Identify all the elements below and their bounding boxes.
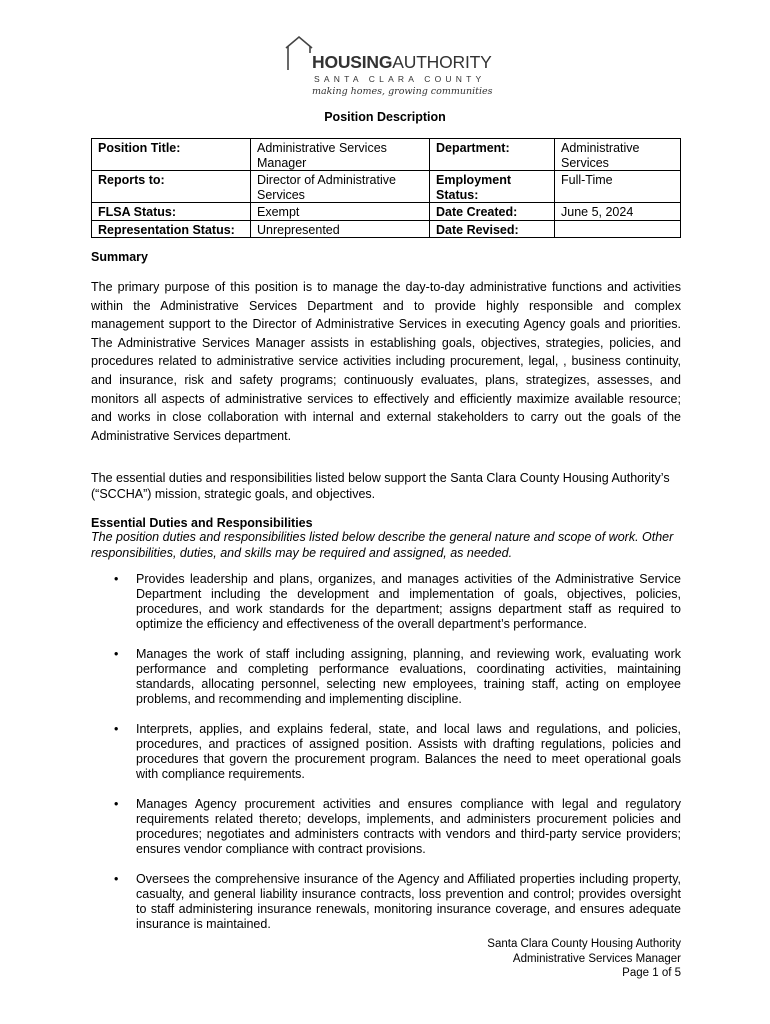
duty-text: Interprets, applies, and explains federal, state, and local laws and regulations, and policies, procedures, and practices of assigned position. Assists with drafting regulations, policies and procedures that govern the procurement program. Balances the need to meet operational goals with compliance requirements. <box>136 722 681 781</box>
bullet-icon: • <box>114 872 119 886</box>
reports-to-label: Reports to: <box>92 171 251 203</box>
position-info-table <box>91 138 681 238</box>
duty-text: Oversees the comprehensive insurance of the Agency and Affiliated properties including property, casualty, and general liability insurance contracts, loss prevention and control; provides oversight to staff administering insurance renewals, monitoring insurance coverage, and ensures adequate insurance is maintained. <box>136 872 681 931</box>
position-title-label: Position Title: <box>92 139 251 171</box>
date-revised-value <box>555 220 681 238</box>
bullet-icon: • <box>114 722 119 736</box>
summary-paragraph-2: The essential duties and responsibilities listed below support the Santa Clara County Housing Authority’s (“SCCHA”) mission, strategic goals, and objectives. <box>91 471 670 501</box>
employment-status-label: Employment Status: <box>430 171 555 203</box>
reports-to-value: Director of Administrative Services <box>251 171 430 203</box>
date-created-label: Date Created: <box>430 203 555 221</box>
logo-county: SANTA CLARA COUNTY <box>314 74 486 84</box>
date-created-value: June 5, 2024 <box>555 203 681 221</box>
duty-list-item <box>91 647 681 707</box>
bullet-icon: • <box>114 797 119 811</box>
page-footer <box>487 937 681 981</box>
representation-status-label: Representation Status: <box>92 220 251 238</box>
table-row <box>92 220 681 238</box>
duty-list-item <box>91 722 681 782</box>
department-value: Administrative Services <box>555 139 681 171</box>
table-row <box>92 171 681 203</box>
document-title: Position Description <box>324 110 446 124</box>
date-revised-label: Date Revised: <box>430 220 555 238</box>
logo-name-light: AUTHORITY <box>392 52 492 72</box>
duty-text: Manages Agency procurement activities and ensures compliance with legal and regulatory requirements related thereto; develops, implements, and administers procurement policies and procedures; negotiates and administers contracts with vendors and third-party service providers; ensures vendor compliance with contract provisions. <box>136 797 681 856</box>
duty-list-item <box>91 872 681 932</box>
logo-tagline: making homes, growing communities <box>312 86 493 97</box>
housing-authority-logo <box>282 34 493 100</box>
position-title-value: Administrative Services Manager <box>251 139 430 171</box>
duty-list-item <box>91 797 681 857</box>
department-label: Department: <box>430 139 555 171</box>
bullet-icon: • <box>114 572 119 586</box>
footer-page-number: Page 1 of 5 <box>622 967 681 979</box>
duties-intro: The position duties and responsibilities listed below describe the general nature and scope of work. Other responsibilities, duties, and skills may be required and assigned, as needed. <box>91 530 674 560</box>
footer-position: Administrative Services Manager <box>512 952 681 965</box>
duty-list-item <box>91 572 681 632</box>
duty-text: Provides leadership and plans, organizes, and manages activities of the Administrative Service Department including the development and implementation of goals, objectives, policies, procedures, and work standards for the department; assigns department staff as required to optimize the efficiency and effectiveness of the overall department’s performance. <box>136 572 681 631</box>
employment-status-value: Full-Time <box>555 171 681 203</box>
duties-list <box>91 572 681 947</box>
summary-heading: Summary <box>91 250 148 264</box>
table-row <box>92 139 681 171</box>
flsa-status-label: FLSA Status: <box>92 203 251 221</box>
table-row <box>92 203 681 221</box>
duties-heading: Essential Duties and Responsibilities <box>91 516 313 530</box>
logo-name <box>312 52 492 73</box>
duty-text: Manages the work of staff including assigning, planning, and reviewing work, evaluating work performance and completing performance evaluations, coordinating activities, maintaining standards, allocating personnel, selecting new employees, training staff, acting on employee problems, and recommending and implementing discipline. <box>136 647 681 706</box>
bullet-icon: • <box>114 647 119 661</box>
house-outline-icon <box>282 34 316 74</box>
representation-status-value: Unrepresented <box>251 220 430 238</box>
flsa-status-value: Exempt <box>251 203 430 221</box>
footer-organization: Santa Clara County Housing Authority <box>487 938 681 950</box>
logo-name-bold: HOUSING <box>312 52 393 72</box>
summary-paragraph: The primary purpose of this position is to manage the day-to-day administrative functions and activities within the Administrative Services Department and to provide highly responsible and complex management support to the Director of Administrative Services in executing Agency goals and priorities. The Administrative Services Manager assists in establishing goals, objectives, strategies, policies, and procedures related to administrative service activities including procurement, legal, , business continuity, and insurance, risk and safety programs; continuously evaluates, plans, strategizes, assesses, and monitors all aspects of administrative services to effectively and efficiently maximize available resource; and works in close collaboration with internal and external stakeholders to carry out the goals of the Administrative Services department. <box>91 280 681 443</box>
